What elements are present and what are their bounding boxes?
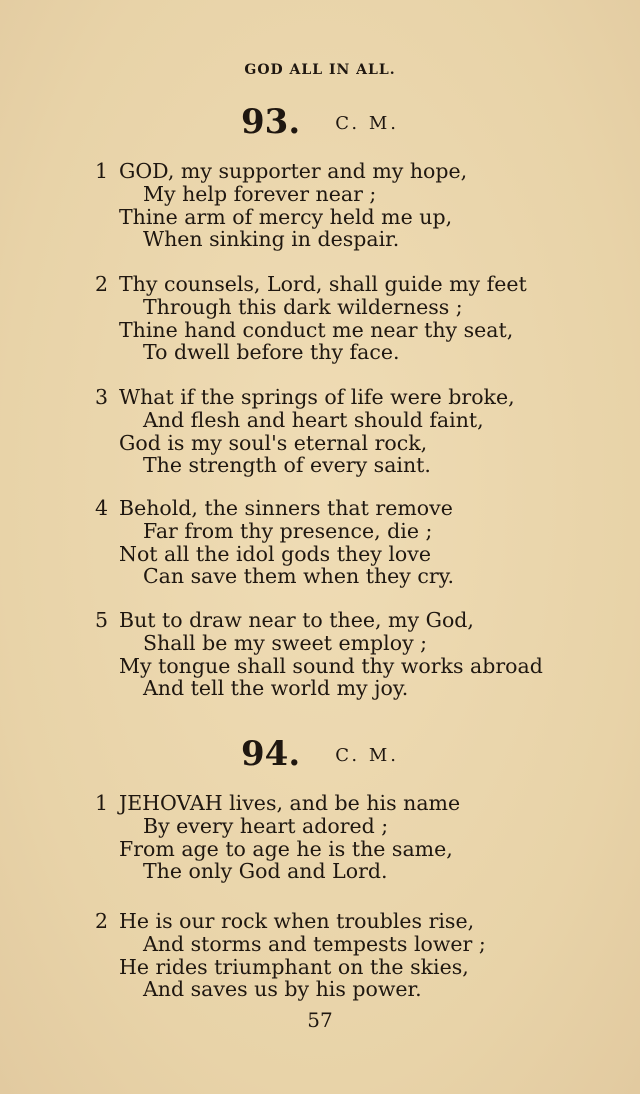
stanza-line: 2 Thy counsels, Lord, shall guide my feet	[95, 272, 527, 296]
stanza	[95, 386, 565, 477]
stanza	[95, 910, 565, 1001]
stanza-line: The only God and Lord.	[143, 859, 388, 884]
running-head: GOD ALL IN ALL.	[244, 62, 396, 78]
hymn-meter: C. M.	[335, 745, 399, 766]
hymn-heading	[0, 734, 640, 774]
stanza-line: Not all the idol gods they love	[119, 541, 431, 566]
stanza-line: 1 JEHOVAH lives, and be his name	[95, 791, 461, 815]
stanza-line: My help forever near ;	[143, 181, 377, 206]
stanza-line: Shall be my sweet employ ;	[143, 630, 428, 655]
stanza-line: 1 GOD, my supporter and my hope,	[95, 159, 468, 183]
stanza-line: Thine hand conduct me near thy seat,	[119, 317, 514, 342]
stanza	[95, 160, 565, 251]
hymn-heading	[0, 102, 640, 142]
stanza-line: My tongue shall sound thy works abroad	[119, 653, 543, 678]
stanza-line: 5 But to draw near to thee, my God,	[95, 608, 474, 632]
stanza-line: The strength of every saint.	[143, 453, 431, 478]
stanza-line: By every heart adored ;	[143, 813, 389, 838]
stanza-line: Can save them when they cry.	[143, 564, 455, 589]
stanza	[95, 609, 565, 700]
hymn-number: 94.	[241, 734, 301, 774]
stanza-line: Through this dark wilderness ;	[143, 294, 463, 319]
stanza-line: God is my soul's eternal rock,	[119, 430, 428, 455]
stanza-number: 2	[95, 272, 109, 296]
stanza-line: To dwell before thy face.	[143, 340, 400, 365]
stanza-line: And saves us by his power.	[143, 977, 422, 1002]
stanza	[95, 273, 565, 364]
stanza-number: 1	[95, 159, 109, 183]
stanza-line: He rides triumphant on the skies,	[119, 954, 469, 979]
stanza-line: 4 Behold, the sinners that remove	[95, 496, 453, 520]
stanza-line: 3 What if the springs of life were broke,	[95, 385, 515, 409]
page-number: 57	[307, 1008, 333, 1032]
stanza-line: And storms and tempests lower ;	[143, 931, 486, 956]
stanza-line: And tell the world my joy.	[143, 676, 409, 701]
stanza-number: 2	[95, 909, 109, 933]
stanza-line: 2 He is our rock when troubles rise,	[95, 909, 475, 933]
stanza-line: From age to age he is the same,	[119, 836, 453, 861]
stanza-number: 3	[95, 385, 109, 409]
stanza	[95, 792, 565, 883]
stanza-line: And flesh and heart should faint,	[143, 407, 484, 432]
stanza	[95, 497, 565, 588]
stanza-line: Thine arm of mercy held me up,	[119, 204, 453, 229]
stanza-number: 4	[95, 496, 109, 520]
stanza-number: 5	[95, 608, 109, 632]
stanza-line: When sinking in despair.	[143, 227, 400, 252]
stanza-line: Far from thy presence, die ;	[143, 518, 433, 543]
hymn-number: 93.	[241, 102, 301, 142]
hymn-meter: C. M.	[335, 113, 399, 134]
stanza-number: 1	[95, 791, 109, 815]
